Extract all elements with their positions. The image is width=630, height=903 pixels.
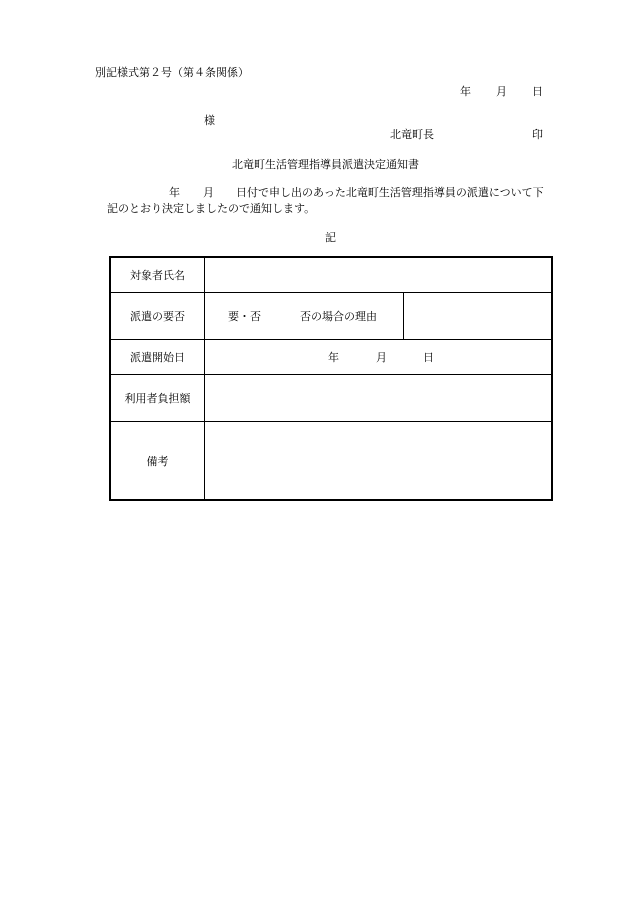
remarks-label: 備考 bbox=[146, 454, 169, 468]
body-year: 年 bbox=[169, 186, 180, 199]
user-burden-label: 利用者負担額 bbox=[124, 392, 191, 405]
date-month: 月 bbox=[496, 85, 507, 98]
decision-table bbox=[109, 256, 553, 501]
start-date-label: 派遣開始日 bbox=[130, 351, 185, 364]
body-line-1: 日付で申し出のあった北竜町生活管理指導員の派遣について下 bbox=[236, 186, 544, 199]
form-number: 別記様式第２号（第４条関係） bbox=[95, 66, 249, 79]
recipient-honorific: 様 bbox=[204, 114, 215, 127]
start-day: 日 bbox=[423, 351, 434, 364]
dispatch-need-label: 派遣の要否 bbox=[130, 310, 185, 323]
date-year: 年 bbox=[460, 85, 471, 98]
document-title: 北竜町生活管理指導員派遣決定通知書 bbox=[232, 158, 419, 171]
row-start-date bbox=[111, 340, 551, 375]
seal-mark: 印 bbox=[532, 128, 543, 141]
row-dispatch-need bbox=[111, 293, 551, 340]
start-year: 年 bbox=[328, 351, 339, 364]
subject-name-label: 対象者氏名 bbox=[130, 269, 185, 282]
ki-heading: 記 bbox=[325, 231, 336, 244]
row-remarks bbox=[111, 422, 551, 499]
dispatch-need-value: 要・否 bbox=[228, 310, 261, 323]
row-user-burden bbox=[111, 375, 551, 422]
start-month: 月 bbox=[376, 351, 387, 364]
reason-if-no-label: 否の場合の理由 bbox=[300, 310, 377, 323]
date-day: 日 bbox=[532, 85, 543, 98]
row-subject-name bbox=[111, 258, 551, 293]
body-month: 月 bbox=[203, 186, 214, 199]
sender-name: 北竜町長 bbox=[390, 128, 434, 141]
body-line-2: 記のとおり決定しましたので通知します。 bbox=[107, 202, 316, 215]
